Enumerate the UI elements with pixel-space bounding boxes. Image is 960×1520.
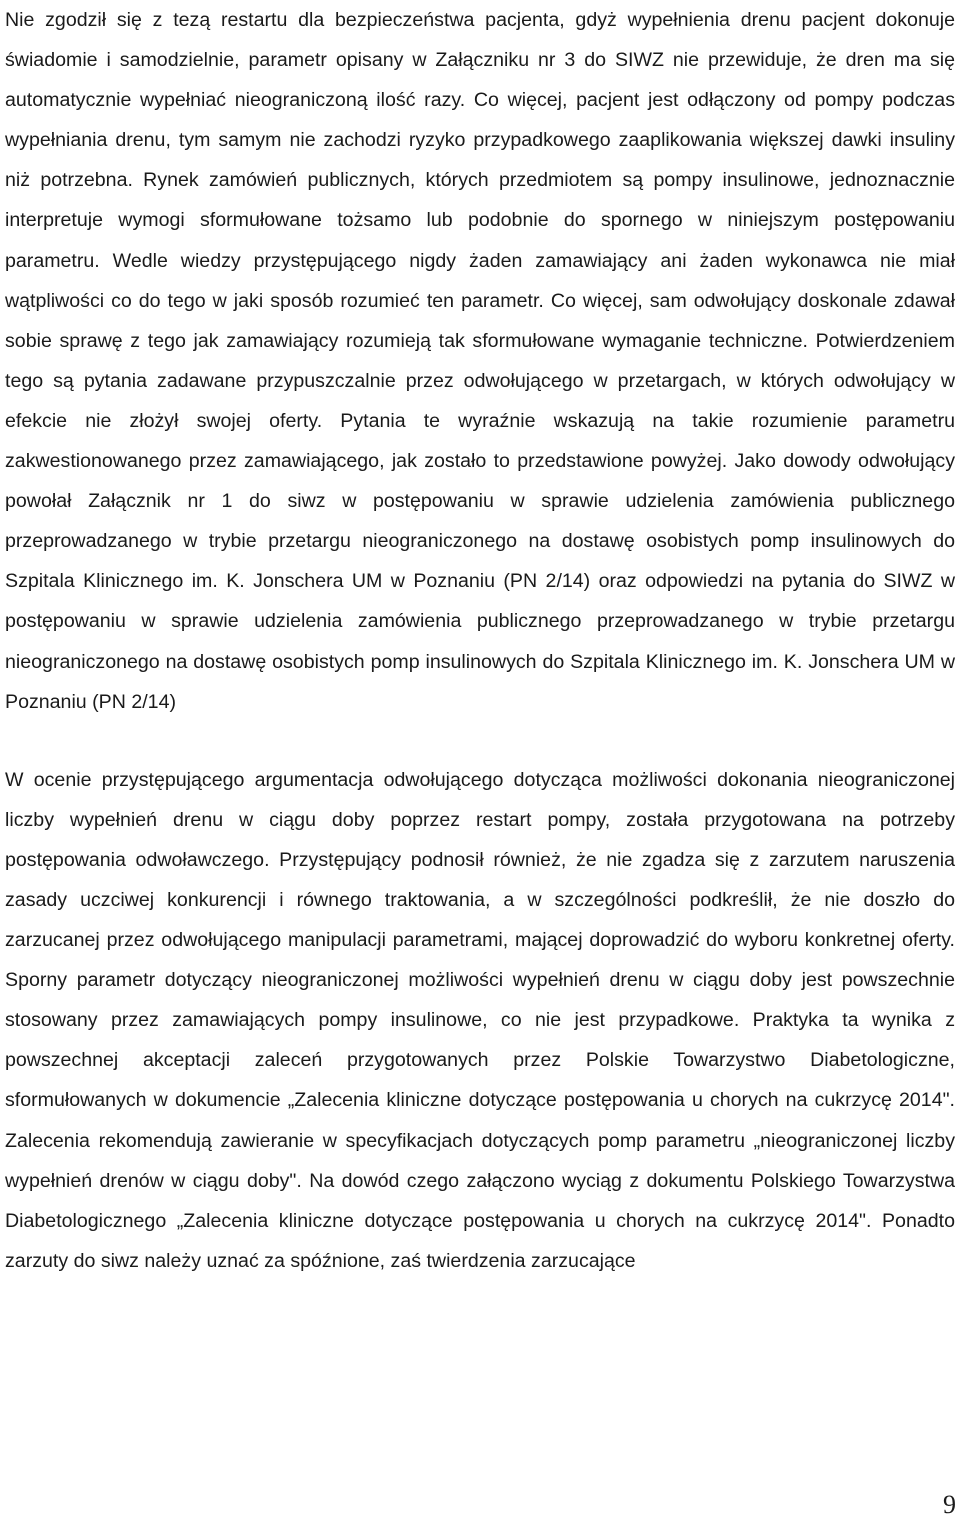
page-number: 9 <box>943 1490 956 1519</box>
paragraph-2: W ocenie przystępującego argumentacja odwołującego dotycząca możliwości dokonania nieograniczonej liczby wypełnień drenu w ciągu doby poprzez restart pompy, została przygotowana na potrzeby postępowania odwoławczego. Przystępujący podnosił również, że nie zgadza się z zarzutem naruszenia zasady uczciwej konkurencji i równego traktowania, a w szczególności podkreślił, że nie doszło do zarzucanej przez odwołującego manipulacji parametrami, mającej doprowadzić do wyboru konkretnej oferty. Sporny parametr dotyczący nieograniczonej możliwości wypełnień drenu w ciągu doby jest powszechnie stosowany przez zamawiających pompy insulinowe, co nie jest przypadkowe. Praktyka ta wynika z powszechnej akceptacji zaleceń przygotowanych przez Polskie Towarzystwo Diabetologiczne, sformułowanych w dokumencie „Zalecenia kliniczne dotyczące postępowania u chorych na cukrzycę 2014". Zalecenia rekomendują zawieranie w specyfikacjach dotyczących pomp parametru „nieograniczonej liczby wypełnień drenów w ciągu doby". Na dowód czego załączono wyciąg z dokumentu Polskiego Towarzystwa Diabetologicznego „Zalecenia kliniczne dotyczące postępowania u chorych na cukrzycę 2014". Ponadto zarzuty do siwz należy uznać za spóźnione, zaś twierdzenia zarzucające <box>5 768 955 1272</box>
document-page <box>5 0 955 1281</box>
paragraph-1: Nie zgodził się z tezą restartu dla bezpieczeństwa pacjenta, gdyż wypełnienia drenu pacjent dokonuje świadomie i samodzielnie, parametr opisany w Załączniku nr 3 do SIWZ nie przewiduje, że dren ma się automatycznie wypełniać nieograniczoną ilość razy. Co więcej, pacjent jest odłączony od pompy podczas wypełniania drenu, tym samym nie zachodzi ryzyko przypadkowego zaaplikowania większej dawki insuliny niż potrzebna. Rynek zamówień publicznych, których przedmiotem są pompy insulinowe, jednoznacznie interpretuje wymogi sformułowane tożsamo lub podobnie do spornego w niniejszym postępowaniu parametru. Wedle wiedzy przystępującego nigdy żaden zamawiający ani żaden wykonawca nie miał wątpliwości co do tego w jaki sposób rozumieć ten parametr. Co więcej, sam odwołujący doskonale zdawał sobie sprawę z tego jak zamawiający rozumieją tak sformułowane wymaganie techniczne. Potwierdzeniem tego są pytania zadawane przypuszczalnie przez odwołującego w przetargach, w których odwołujący w efekcie nie złożył swojej oferty. Pytania te wyraźnie wskazują na takie rozumienie parametru zakwestionowanego przez zamawiającego, jak zostało to przedstawione powyżej. Jako dowody odwołujący powołał Załącznik nr 1 do siwz w postępowaniu w sprawie udzielenia zamówienia publicznego przeprowadzanego w trybie przetargu nieograniczonego na dostawę osobistych pomp insulinowych do Szpitala Klinicznego im. K. Jonschera UM w Poznaniu (PN 2/14) oraz odpowiedzi na pytania do SIWZ w postępowaniu w sprawie udzielenia zamówienia publicznego przeprowadzanego w trybie przetargu nieograniczonego na dostawę osobistych pomp insulinowych do Szpitala Klinicznego im. K. Jonschera UM w Poznaniu (PN 2/14) <box>5 9 955 713</box>
